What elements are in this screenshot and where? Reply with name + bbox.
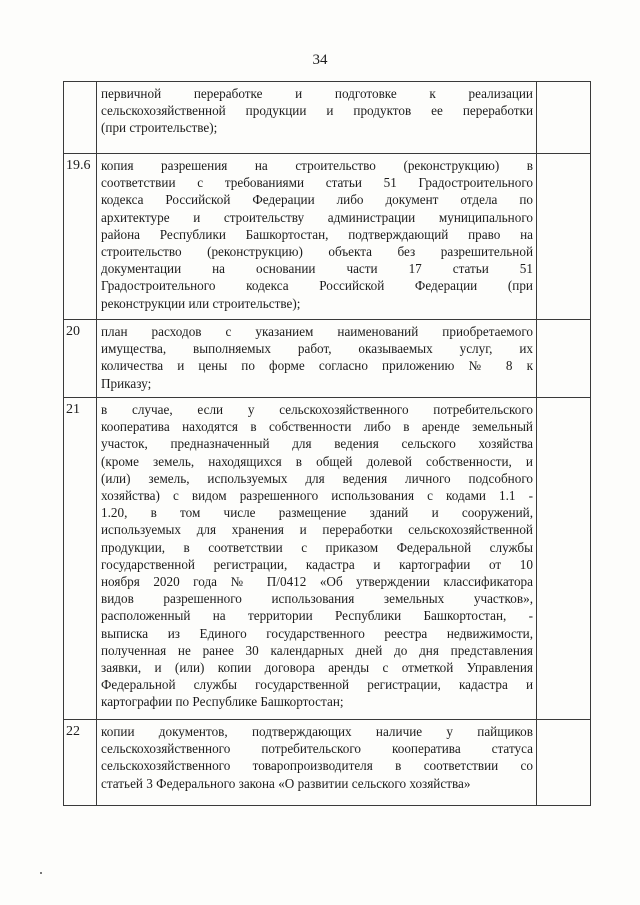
row-empty-cell bbox=[537, 398, 591, 720]
text-line: 1.20, в том числе размещение зданий и сооружений, bbox=[101, 505, 533, 521]
row-text bbox=[97, 398, 537, 720]
text-line: расположенный на территории Республики Башкортостан, - bbox=[101, 608, 533, 624]
text-line: участок, предназначенный для ведения сельского хозяйства bbox=[101, 436, 533, 452]
text-line: (кроме земель, находящихся в общей долевой собственности, и bbox=[101, 453, 533, 469]
text-line: видов разрешенного использования земельных участков», bbox=[101, 591, 533, 607]
row-number: 20 bbox=[64, 320, 97, 398]
text-line: имущества, выполняемых работ, оказываемых услуг, их bbox=[101, 341, 533, 357]
text-line: реконструкции или строительстве); bbox=[101, 295, 301, 311]
text-line: архитектуре и строительству администрации муниципального bbox=[101, 209, 533, 225]
text-line: сельскохозяйственного товаропроизводителя в соответствии со bbox=[101, 758, 533, 774]
text-line: используемых для хранения и переработки сельскохозяйственной bbox=[101, 522, 533, 538]
table-row bbox=[64, 320, 591, 398]
text-line: копии документов, подтверждающих наличие у пайщиков bbox=[101, 724, 533, 739]
text-line: государственной регистрации, кадастра и картографии от 10 bbox=[101, 556, 533, 572]
text-line: соответствии с требованиями статьи 51 Градостроительного bbox=[101, 175, 533, 191]
text-line: первичной переработке и подготовке к реализации bbox=[101, 86, 533, 101]
text-line: сельскохозяйственной продукции и продуктов ее переработки bbox=[101, 103, 533, 119]
row-number: 21 bbox=[64, 398, 97, 720]
text-line: план расходов с указанием наименований приобретаемого bbox=[101, 324, 533, 339]
text-line: хозяйства) с видом разрешенного использования с кодами 1.1 - bbox=[101, 488, 533, 504]
text-line: Приказу; bbox=[101, 375, 152, 391]
row-text bbox=[97, 82, 537, 154]
text-line: картографии по Республике Башкортостан; bbox=[101, 694, 344, 710]
table-row bbox=[64, 398, 591, 720]
text-line: кодекса Российской Федерации либо документ отдела по bbox=[101, 192, 533, 208]
text-line: продукции, в соответствии с приказом Федеральной службы bbox=[101, 539, 533, 555]
text-line: статьей 3 Федерального закона «О развитии сельского хозяйства» bbox=[101, 775, 471, 791]
row-number bbox=[64, 82, 97, 154]
text-line: в случае, если у сельскохозяйственного потребительского bbox=[101, 402, 533, 417]
text-line: полученная не ранее 30 календарных дней до дня представления bbox=[101, 642, 533, 658]
table-row bbox=[64, 82, 591, 154]
text-line: заявки, и (или) копии договора аренды с отметкой Управления bbox=[101, 660, 533, 676]
scan-speck bbox=[40, 872, 42, 874]
text-line: (или) земель, используемых для ведения личного подсобного bbox=[101, 470, 533, 486]
row-text bbox=[97, 320, 537, 398]
text-line: Федеральной службы государственной регистрации, кадастра и bbox=[101, 677, 533, 693]
text-line: документации на основании части 17 статьи 51 bbox=[101, 261, 533, 277]
row-number: 19.6 bbox=[64, 154, 97, 320]
text-line: (при строительстве); bbox=[101, 120, 218, 136]
text-line: Градостроительного кодекса Российской Федерации (при bbox=[101, 278, 533, 294]
row-text bbox=[97, 154, 537, 320]
documents-table bbox=[63, 81, 591, 806]
text-line: кооператива находятся в собственности либо в аренде земельный bbox=[101, 419, 533, 435]
text-line: ноября 2020 года № П/0412 «Об утверждении классификатора bbox=[101, 574, 533, 590]
page-number: 34 bbox=[312, 52, 328, 68]
row-empty-cell bbox=[537, 82, 591, 154]
text-line: сельскохозяйственного потребительского кооператива статуса bbox=[101, 741, 533, 757]
table-row bbox=[64, 154, 591, 320]
text-line: копия разрешения на строительство (реконструкцию) в bbox=[101, 158, 533, 173]
table-row bbox=[64, 720, 591, 806]
text-line: строительство (реконструкцию) объекта без разрешительной bbox=[101, 244, 533, 260]
text-line: района Республики Башкортостан, подтверждающий право на bbox=[101, 226, 533, 242]
text-line: выписка из Единого государственного реестра недвижимости, bbox=[101, 625, 533, 641]
row-text bbox=[97, 720, 537, 806]
row-number: 22 bbox=[64, 720, 97, 806]
text-line: количества и цены по форме согласно приложению № 8 к bbox=[101, 358, 533, 374]
row-empty-cell bbox=[537, 154, 591, 320]
row-empty-cell bbox=[537, 320, 591, 398]
row-empty-cell bbox=[537, 720, 591, 806]
